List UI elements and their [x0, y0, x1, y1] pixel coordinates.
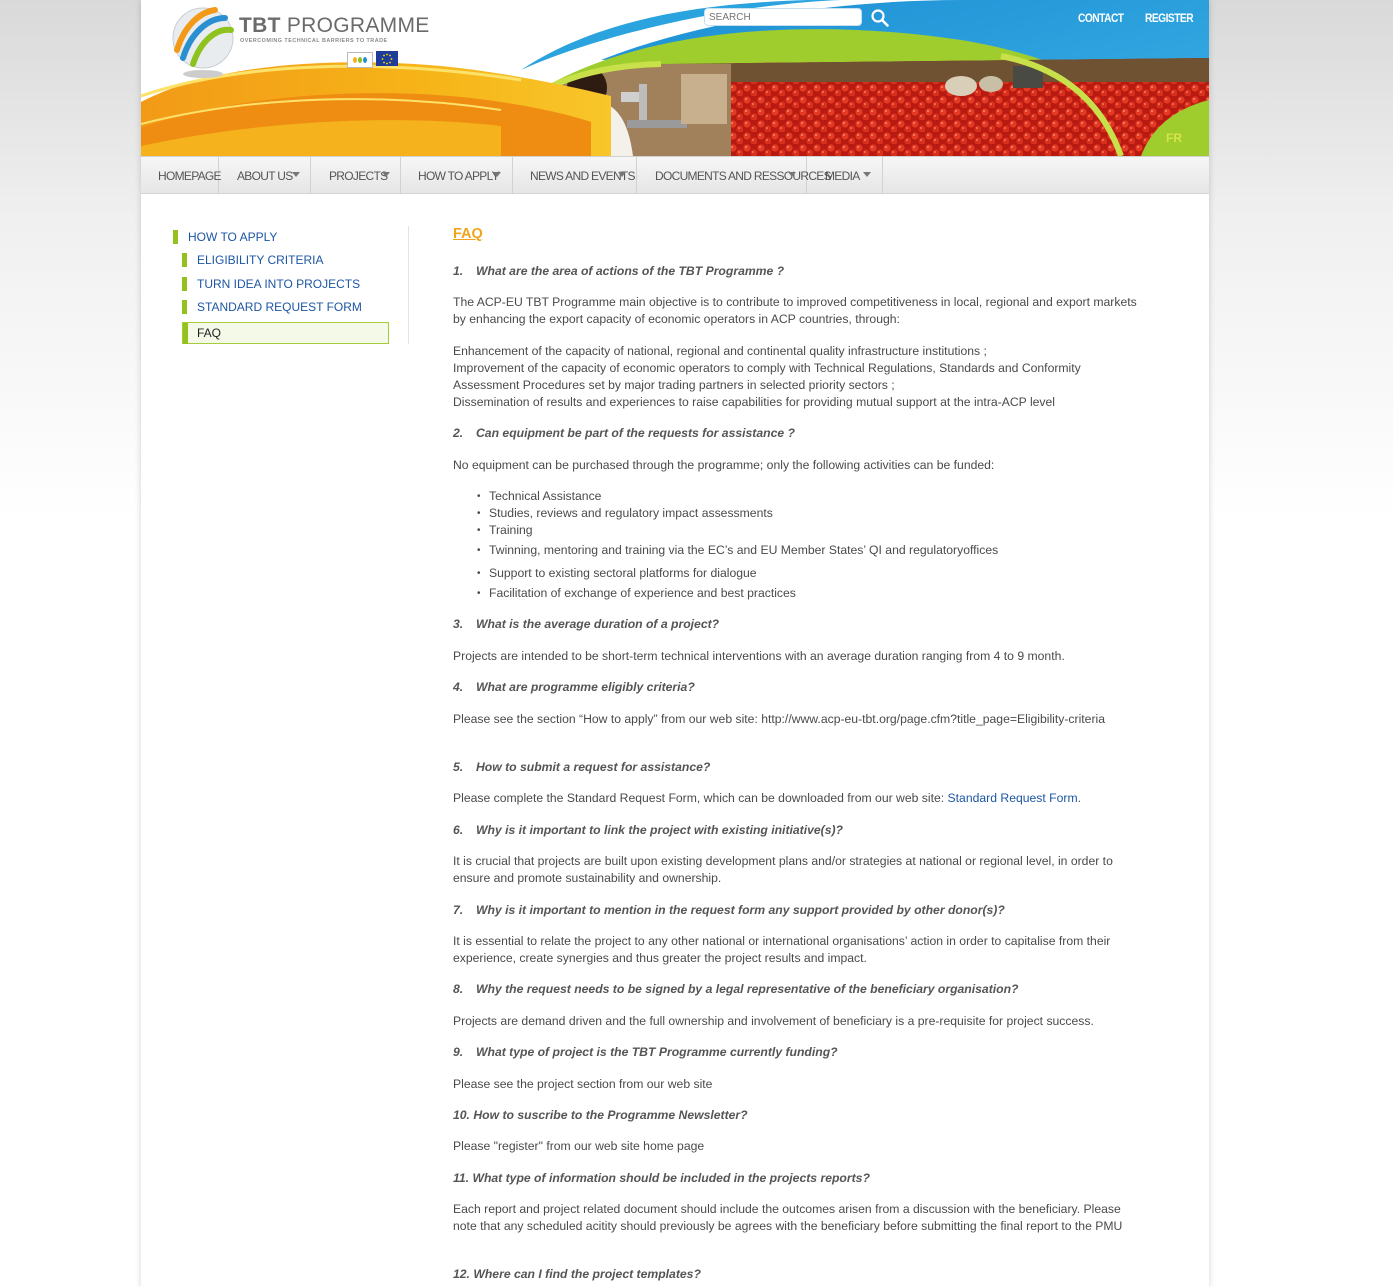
nav-item-label: HOW TO APPLY [418, 168, 499, 183]
faq-question-text: What is the average duration of a project? [476, 617, 720, 631]
faq-question [453, 759, 1143, 776]
nav-item-label: NEWS AND EVENTS [530, 168, 635, 183]
sidebar-item-label: TURN IDEA INTO PROJECTS [197, 277, 361, 291]
faq-answer-end: . [1077, 791, 1082, 805]
chevron-down-icon [618, 172, 626, 177]
sidebar-marker [182, 277, 187, 291]
sidebar-item-label: ELIGIBILITY CRITERIA [197, 253, 324, 267]
faq-answer-line: Improvement of the capacity of economic operators to comply with Technical Regulations, Standards and Conformity Assessment Procedures set by major trading partners in selected priority sectors ; [453, 361, 1081, 392]
language-switch-fr[interactable]: FR [1166, 131, 1182, 145]
sidebar-marker [182, 300, 187, 314]
nav-item-how-to-apply[interactable] [401, 157, 513, 194]
sidebar-item-label: FAQ [197, 326, 222, 340]
sidebar-marker [173, 230, 178, 244]
faq-answer: Projects are demand driven and the full ownership and involvement of beneficiary is a pre-requisite for project success. [453, 1014, 1094, 1028]
chevron-down-icon [382, 172, 390, 177]
nav-item-homepage[interactable] [141, 157, 219, 194]
nav-item-documents-and-ressources[interactable] [637, 157, 831, 194]
sidebar-item-label: STANDARD REQUEST FORM [197, 300, 362, 314]
faq-number: 7. [453, 903, 464, 917]
faq-question [453, 981, 1143, 998]
standard-request-form-link[interactable]: Standard Request Form [947, 791, 1078, 805]
faq-answer: Please "register" from our web site home page [453, 1139, 705, 1153]
faq-number: 9. [453, 1045, 464, 1059]
contact-link[interactable]: CONTACT [1078, 11, 1124, 25]
faq-question [453, 1266, 1143, 1283]
globe-logo-icon [171, 4, 235, 80]
sidebar-marker [183, 323, 188, 344]
faq-answer: Projects are intended to be short-term technical interventions with an average duration ranging from 4 to 9 month. [453, 649, 1065, 663]
list-item: • Twinning, mentoring and training via the EC’s and EU Member States’ QI and regulatoryoffices [477, 542, 998, 559]
chevron-down-icon [863, 172, 871, 177]
main-nav [141, 156, 1209, 194]
faq-question-text: Why is it important to link the project with existing initiative(s)? [476, 823, 844, 837]
site-header [141, 0, 1209, 156]
faq-answer-line: Enhancement of the capacity of national, regional and continental quality infrastructure institutions ; [453, 344, 987, 358]
faq-number: 4. [453, 680, 464, 694]
nav-item-label: HOMEPAGE [158, 168, 221, 183]
nav-item-label: ABOUT US [237, 168, 293, 183]
faq-question-text: What are the area of actions of the TBT Programme ? [476, 264, 785, 278]
page [141, 0, 1209, 1287]
sidebar-item-turn-idea-into-projects[interactable] [182, 277, 360, 291]
faq-answer: It is crucial that projects are built upon existing development plans and/or strategies at national or regional level, in order to ensure and promote sustainability and ownership. [453, 854, 1113, 885]
nav-item-label: MEDIA [825, 168, 860, 183]
faq-question-text: What type of project is the TBT Programme currently funding? [476, 1045, 838, 1059]
faq-question [453, 902, 1143, 919]
faq-question-text: How to suscribe to the Programme Newsletter? [473, 1108, 748, 1122]
logo-subtitle: OVERCOMING TECHNICAL BARRIERS TO TRADE [240, 38, 388, 44]
faq-question [453, 1044, 1143, 1061]
faq-question [453, 425, 1143, 442]
chevron-down-icon [292, 172, 300, 177]
sidebar-item-eligibility-criteria[interactable] [182, 253, 323, 267]
faq-number: 12. [453, 1267, 470, 1281]
logo-title [239, 14, 430, 38]
faq-answer: The ACP-EU TBT Programme main objective is to contribute to improved competitiveness in local, regional and export markets by enhancing the export capacity of economic operators in ACP countries, through: [453, 295, 1137, 326]
chevron-down-icon [788, 172, 796, 177]
faq-answer: Please see the section “How to apply” from our web site: http://www.acp-eu-tbt.org/page.cfm?title_page=Eligibility-criteria [453, 712, 1106, 726]
faq-question [453, 616, 1143, 633]
logo-title-rest: PROGRAMME [280, 14, 430, 37]
faq-answer-line: Dissemination of results and experiences to raise capabilities for providing mutual support at the intra-ACP level [453, 395, 1056, 409]
sidebar-item-faq[interactable] [182, 322, 389, 344]
faq-question-text: What are programme eligibly criteria? [476, 680, 695, 694]
faq-question [453, 1170, 1143, 1187]
nav-item-projects[interactable] [311, 157, 401, 194]
eu-flag-icon [376, 51, 398, 66]
faq-question-text: Why the request needs to be signed by a legal representative of the beneficiary organisation? [476, 982, 1019, 996]
search-icon[interactable] [870, 8, 890, 28]
page-title: FAQ [453, 226, 483, 242]
faq-number: 11. [453, 1171, 470, 1185]
faq-number: 6. [453, 823, 464, 837]
faq-answer: Each report and project related document should include the outcomes arisen from a discussion with the beneficiary. Please note that any scheduled acitity should previously be agrees with the beneficiary before submitting the final report to the PMU [453, 1202, 1123, 1233]
sidebar-section-how-to-apply[interactable] [173, 230, 277, 244]
acp-logo-icon [347, 52, 373, 68]
faq-answer-text: Please complete the Standard Request Form, which can be downloaded from our web site: [453, 791, 948, 805]
faq-number: 10. [453, 1108, 470, 1122]
logo-title-bold: TBT [239, 14, 281, 37]
faq-answer: It is essential to relate the project to any other national or international organisations’ action in order to capitalise from their experience, create synergies and thus greater the project results and impact. [453, 934, 1111, 965]
nav-item-news-and-events[interactable] [513, 157, 637, 194]
register-link[interactable]: REGISTER [1145, 11, 1194, 25]
list-item: • Facilitation of exchange of experience and best practices [477, 585, 796, 602]
faq-question [453, 263, 1143, 280]
list-item: • Technical Assistance [477, 488, 601, 505]
faq-answer: No equipment can be purchased through the programme; only the following activities can be funded: [453, 458, 995, 472]
faq-answer [453, 790, 1143, 807]
faq-number: 3. [453, 617, 464, 631]
search-input[interactable] [704, 8, 862, 26]
nav-item-label: DOCUMENTS AND RESSOURCES [655, 168, 831, 183]
faq-question-text: How to submit a request for assistance? [476, 760, 711, 774]
faq-number: 8. [453, 982, 464, 996]
faq-answer: Please see the project section from our web site [453, 1077, 713, 1091]
sidebar-item-standard-request-form[interactable] [182, 300, 362, 314]
sidebar-marker [182, 253, 187, 267]
sidebar-item-label: HOW TO APPLY [188, 230, 278, 244]
list-item: • Support to existing sectoral platforms for dialogue [477, 565, 757, 582]
list-item: • Studies, reviews and regulatory impact assessments [477, 505, 773, 522]
faq-number: 1. [453, 264, 464, 278]
faq-question [453, 1107, 1143, 1124]
sidebar [171, 226, 409, 344]
faq-question [453, 679, 1143, 696]
faq-number: 2. [453, 426, 464, 440]
list-item: • Training [477, 522, 533, 539]
faq-question [453, 822, 1143, 839]
faq-question-text: Why is it important to mention in the request form any support provided by other donor(s)? [476, 903, 1005, 917]
nav-item-about-us[interactable] [219, 157, 311, 194]
faq-question-text: What type of information should be included in the projects reports? [472, 1171, 870, 1185]
nav-item-label: PROJECTS [329, 168, 388, 183]
chevron-down-icon [493, 172, 501, 177]
faq-question-text: Can equipment be part of the requests for assistance ? [476, 426, 795, 440]
faq-question-text: Where can I find the project templates? [473, 1267, 701, 1281]
nav-item-media[interactable] [807, 157, 883, 194]
faq-number: 5. [453, 760, 464, 774]
